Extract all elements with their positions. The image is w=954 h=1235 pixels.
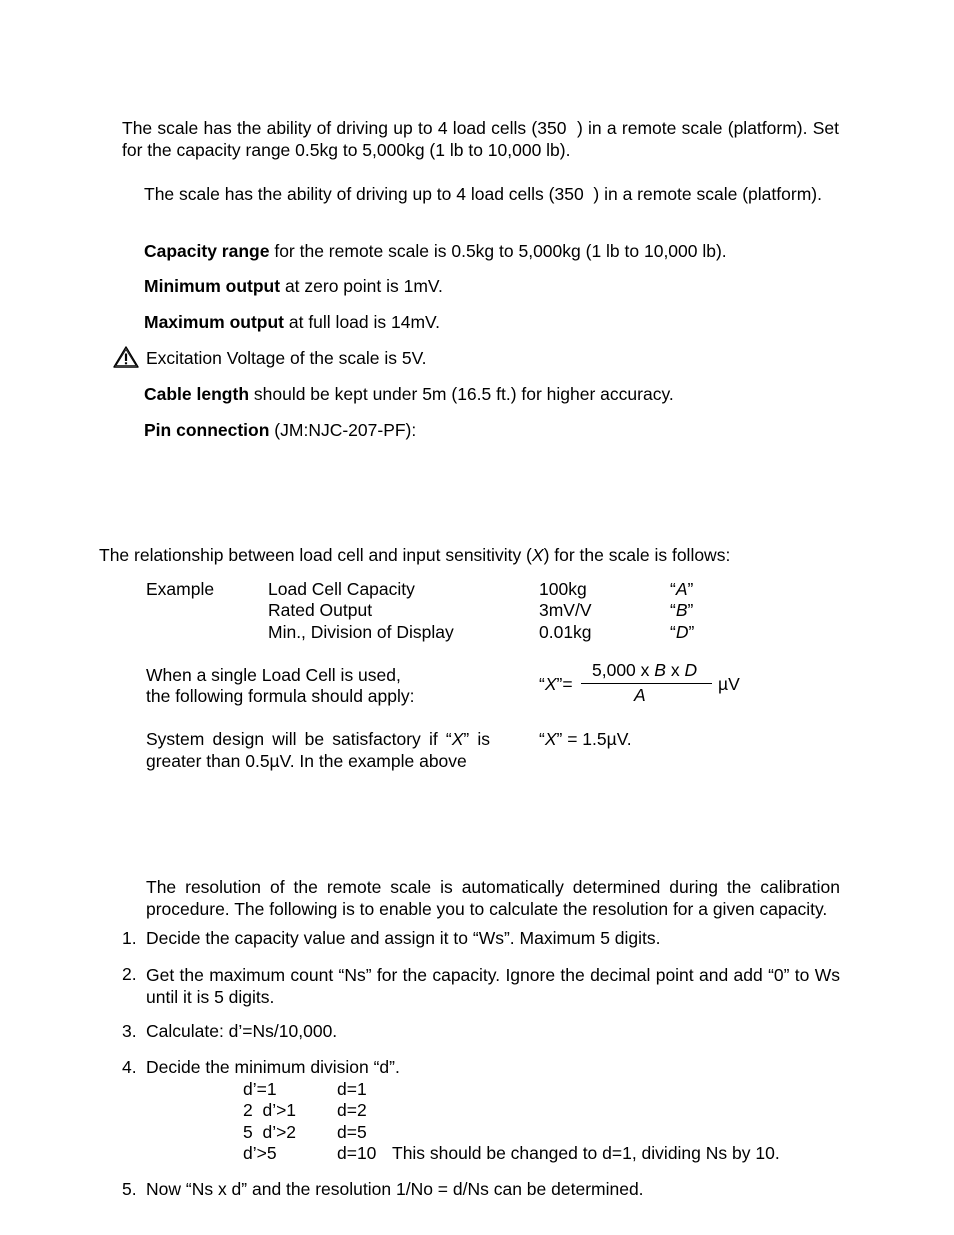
spec-max-output-text: at full load is 14mV. (284, 312, 440, 332)
spec-min-output-text: at zero point is 1mV. (280, 276, 443, 296)
formula-num-c: x (665, 660, 685, 680)
symbol-var: A (675, 579, 688, 599)
warning-icon (112, 345, 140, 369)
example-label: Example (146, 579, 215, 599)
spec-cable (144, 384, 674, 405)
formula-fraction-bar (581, 683, 712, 684)
division-condition: d’>5 (243, 1143, 277, 1163)
division-value: d=5 (337, 1122, 367, 1142)
satisfy-pre: System design will be satisfactory if “ (146, 729, 452, 749)
example-row-symbol: “A” (670, 579, 694, 599)
spec-capacity-text: for the remote scale is 0.5kg to 5,000kg (1 lb to 10,000 lb). (269, 241, 727, 261)
satisfy-line2: greater than 0.5µV. In the example above (146, 751, 467, 771)
spec-pin-label: Pin connection (144, 420, 270, 440)
sensitivity-intro-var: X (531, 545, 544, 565)
formula-denominator (634, 685, 646, 706)
spec-excitation: Excitation Voltage of the scale is 5V. (146, 348, 427, 368)
division-value: d=1 (337, 1079, 367, 1099)
spec-drive: The scale has the ability of driving up to 4 load cells (350 ) in a remote scale (platform). (144, 184, 822, 204)
example-row-symbol: “B” (670, 600, 694, 620)
formula-num-a: 5,000 x (592, 660, 655, 680)
example-row-symbol: “D” (670, 622, 695, 642)
formula-lhs: “X”= (539, 674, 573, 694)
result-text: ” = 1.5µV. (556, 729, 632, 749)
division-condition: 5 d’>2 (243, 1122, 297, 1142)
result-value: “X” = 1.5µV. (539, 729, 632, 749)
step-number: 3. (122, 1021, 137, 1041)
spec-capacity-label: Capacity range (144, 241, 270, 261)
formula-lhs-var: X (544, 674, 557, 694)
formula-num-d: D (684, 660, 698, 680)
division-note: This should be changed to d=1, dividing Ns by 10. (392, 1143, 780, 1163)
example-row-value: 3mV/V (539, 600, 592, 620)
satisfy-post: ” is (463, 729, 490, 749)
step-number: 2. (122, 964, 137, 984)
division-value: d=10 (337, 1143, 377, 1163)
intro-paragraph: The scale has the ability of driving up to 4 load cells (350 ) in a remote scale (platform). Set for the capacity range 0.5kg to 5,000kg (1 lb to 10,000 lb). (122, 118, 839, 160)
step-text: Decide the minimum division “d”. (146, 1057, 400, 1077)
formula-num-b: B (654, 660, 666, 680)
single-cell-line2: the following formula should apply: (146, 686, 415, 706)
step-text: Now “Ns x d” and the resolution 1/No = d/Ns can be determined. (146, 1179, 644, 1199)
satisfy-line1 (146, 729, 490, 750)
result-var: X (544, 729, 557, 749)
example-row-value: 100kg (539, 579, 587, 599)
spec-max-output (144, 312, 440, 333)
sensitivity-intro-pre: The relationship between load cell and input sensitivity ( (99, 545, 532, 565)
spec-pin-text: (JM:NJC-207-PF): (269, 420, 417, 440)
spec-pin (144, 420, 416, 441)
spec-cable-text: should be kept under 5m (16.5 ft.) for higher accuracy. (249, 384, 674, 404)
division-condition: 2 d’>1 (243, 1100, 297, 1120)
step-text: Get the maximum count “Ns” for the capacity. Ignore the decimal point and add “0” to Ws until it is 5 digits. (146, 965, 840, 1007)
division-condition: d’=1 (243, 1079, 277, 1099)
sensitivity-intro-post: ) for the scale is follows: (543, 545, 731, 565)
symbol-var: D (675, 622, 689, 642)
step-text: Calculate: d’=Ns/10,000. (146, 1021, 338, 1041)
step-number: 5. (122, 1179, 137, 1199)
example-row-name: Load Cell Capacity (268, 579, 415, 599)
step-number: 1. (122, 928, 137, 948)
formula-den-var: A (634, 685, 646, 705)
sensitivity-intro (99, 545, 730, 566)
formula-unit: µV (718, 674, 740, 694)
spec-min-output (144, 276, 443, 297)
spec-cable-label: Cable length (144, 384, 250, 404)
example-row-name: Min., Division of Display (268, 622, 454, 642)
satisfy-var: X (451, 729, 464, 749)
example-row-name: Rated Output (268, 600, 373, 620)
example-row-value: 0.01kg (539, 622, 592, 642)
spec-min-output-label: Minimum output (144, 276, 281, 296)
formula-numerator (592, 660, 697, 681)
spec-max-output-label: Maximum output (144, 312, 284, 332)
spec-capacity (144, 241, 727, 262)
division-value: d=2 (337, 1100, 367, 1120)
single-cell-line1: When a single Load Cell is used, (146, 665, 401, 685)
symbol-var: B (675, 600, 688, 620)
resolution-intro: The resolution of the remote scale is automatically determined during the calibration procedure. The following is to enable you to calculate the resolution for a given capacity. (146, 877, 840, 919)
step-text: Decide the capacity value and assign it to “Ws”. Maximum 5 digits. (146, 928, 661, 948)
step-number: 4. (122, 1057, 137, 1077)
